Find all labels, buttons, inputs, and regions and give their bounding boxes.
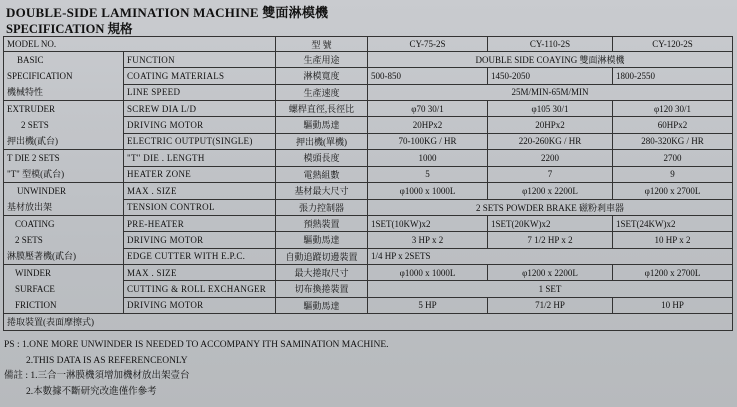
- item-cn: 淋模寬度: [276, 68, 368, 84]
- value-cell: 2200: [488, 150, 613, 167]
- value-cell: 10 HP x 2: [613, 232, 733, 248]
- value-cell: 9: [613, 166, 733, 183]
- item-cn: 最大捲取尺寸: [276, 265, 368, 281]
- model-2: CY-110-2S: [488, 37, 613, 52]
- category-line: 2 SETS: [21, 120, 49, 130]
- value-cell: 7 1/2 HP x 2: [488, 232, 613, 248]
- value-cell: 20HPx2: [368, 117, 488, 133]
- item-cn: 驅動馬達: [276, 117, 368, 133]
- value-cell: 220-260KG / HR: [488, 133, 613, 149]
- value-cell: 71/2 HP: [488, 297, 613, 313]
- value-cell: 1/4 HP x 2SETS: [368, 248, 733, 264]
- item-cn: 驅動馬達: [276, 297, 368, 313]
- category-line: 押出機(貳台): [7, 136, 58, 146]
- category-coating: [4, 216, 124, 265]
- item-label: TENSION CONTROL: [124, 199, 276, 216]
- category-line: 機械特性: [7, 87, 44, 97]
- model-1: CY-75-2S: [368, 37, 488, 52]
- table-row: [4, 216, 733, 232]
- value-cell: 280-320KG / HR: [613, 133, 733, 149]
- category-line: SPECIFICATION: [7, 71, 73, 81]
- category-line: WINDER: [15, 268, 51, 278]
- value-cell: φ1200 x 2200L: [488, 183, 613, 200]
- value-cell: 1SET(10KW)x2: [368, 216, 488, 232]
- item-label: FUNCTION: [124, 52, 276, 68]
- value-cell: 10 HP: [613, 297, 733, 313]
- item-label: EDGE CUTTER WITH E.P.C.: [124, 248, 276, 264]
- category-line: EXTRUDER: [7, 104, 55, 114]
- value-cell: 5 HP: [368, 297, 488, 313]
- value-cell: φ120 30/1: [613, 101, 733, 117]
- value-cell: 1450-2050: [488, 68, 613, 84]
- page-subtitle: SPECIFICATION 規格: [6, 22, 133, 36]
- category-winder: [4, 265, 124, 314]
- notes: [4, 338, 389, 400]
- table-row: [4, 314, 733, 331]
- item-label: DRIVING MOTOR: [124, 232, 276, 248]
- category-basic: [4, 52, 124, 101]
- value-cell: 60HPx2: [613, 117, 733, 133]
- model-3: CY-120-2S: [613, 37, 733, 52]
- value-cell: 1SET(24KW)x2: [613, 216, 733, 232]
- item-label: COATING MATERIALS: [124, 68, 276, 84]
- item-label: SCREW DIA L/D: [124, 101, 276, 117]
- item-cn: 基材最大尺寸: [276, 183, 368, 200]
- item-cn: 張力控制器: [276, 199, 368, 216]
- value-cell: 2 SETS POWDER BRAKE 磁粉剎車器: [368, 199, 733, 216]
- model-label: MODEL NO.: [4, 37, 276, 52]
- value-cell: φ1200 x 2700L: [613, 183, 733, 200]
- item-cn: 切布換捲裝置: [276, 281, 368, 297]
- category-line: FRICTION: [15, 300, 57, 310]
- item-label: PRE-HEATER: [124, 216, 276, 232]
- value-cell: 25M/MIN-65M/MIN: [368, 84, 733, 100]
- item-cn: 螺桿直徑,長徑比: [276, 101, 368, 117]
- item-label: CUTTING & ROLL EXCHANGER: [124, 281, 276, 297]
- note-cn1: 備註 : 1.三合一淋膜機須增加機材放出架壹台: [4, 371, 190, 381]
- category-line: COATING: [15, 219, 55, 229]
- item-label: MAX . SIZE: [124, 183, 276, 200]
- note-ps1: PS : 1.ONE MORE UNWINDER IS NEEDED TO ACCOMPANY ITH SAMINATION MACHINE.: [4, 340, 389, 350]
- item-cn: 驅動馬達: [276, 232, 368, 248]
- item-label: LINE SPEED: [124, 84, 276, 100]
- value-cell: φ1000 x 1000L: [368, 183, 488, 200]
- page-title: DOUBLE-SIDE LAMINATION MACHINE 雙面淋模機: [6, 5, 329, 20]
- item-label: HEATER ZONE: [124, 166, 276, 183]
- item-cn: 生產用途: [276, 52, 368, 68]
- table-row: [4, 183, 733, 200]
- value-cell: 7: [488, 166, 613, 183]
- value-cell: 3 HP x 2: [368, 232, 488, 248]
- note-ps2: 2.THIS DATA IS AS REFERENCEONLY: [26, 355, 188, 366]
- value-cell: 500-850: [368, 68, 488, 84]
- category-line: 基材放出架: [7, 202, 53, 212]
- model-cn-label: 型 號: [276, 37, 368, 52]
- value-cell: 70-100KG / HR: [368, 133, 488, 149]
- table-row: [4, 101, 733, 117]
- item-cn: 生產速度: [276, 84, 368, 100]
- item-label: DRIVING MOTOR: [124, 297, 276, 313]
- value-cell: 5: [368, 166, 488, 183]
- category-line: SURFACE: [15, 284, 55, 294]
- category-line: "T" 型模(貳台): [7, 169, 65, 179]
- category-line: 2 SETS: [15, 235, 43, 245]
- value-cell: 1 SET: [368, 281, 733, 297]
- category-extruder: [4, 101, 124, 150]
- category-unwinder: [4, 183, 124, 216]
- value-cell: 1000: [368, 150, 488, 167]
- model-row: [4, 37, 733, 52]
- category-line: UNWINDER: [17, 186, 66, 196]
- category-line: BASIC: [17, 55, 44, 65]
- table-row: [4, 52, 733, 68]
- value-cell: φ1200 x 2700L: [613, 265, 733, 281]
- value-cell: φ105 30/1: [488, 101, 613, 117]
- note-cn2: 2.本數據不斷研究改進僅作參考: [26, 386, 157, 397]
- item-cn: 模頭長度: [276, 150, 368, 167]
- item-label: MAX . SIZE: [124, 265, 276, 281]
- item-cn: 押出機(單機): [276, 133, 368, 149]
- value-cell: 2700: [613, 150, 733, 167]
- table-row: [4, 265, 733, 281]
- item-label: DRIVING MOTOR: [124, 117, 276, 133]
- item-label: ELECTRIC OUTPUT(SINGLE): [124, 133, 276, 149]
- value-cell: DOUBLE SIDE COAYING 雙面淋模機: [368, 52, 733, 68]
- category-tdie: [4, 150, 124, 183]
- footer-category: 捲取裝置(表面摩擦式): [4, 314, 733, 331]
- category-line: T DIE 2 SETS: [7, 153, 60, 163]
- item-label: "T" DIE . LENGTH: [124, 150, 276, 167]
- value-cell: φ70 30/1: [368, 101, 488, 117]
- item-cn: 自動追蹤切邊裝置: [276, 248, 368, 264]
- category-line: 淋膜壓著機(貳台): [7, 251, 76, 261]
- value-cell: 20HPx2: [488, 117, 613, 133]
- value-cell: φ1200 x 2200L: [488, 265, 613, 281]
- value-cell: φ1000 x 1000L: [368, 265, 488, 281]
- table-row: [4, 150, 733, 167]
- item-cn: 電熱組數: [276, 166, 368, 183]
- value-cell: 1800-2550: [613, 68, 733, 84]
- value-cell: 1SET(20KW)x2: [488, 216, 613, 232]
- item-cn: 預熱裝置: [276, 216, 368, 232]
- spec-table: [3, 36, 733, 331]
